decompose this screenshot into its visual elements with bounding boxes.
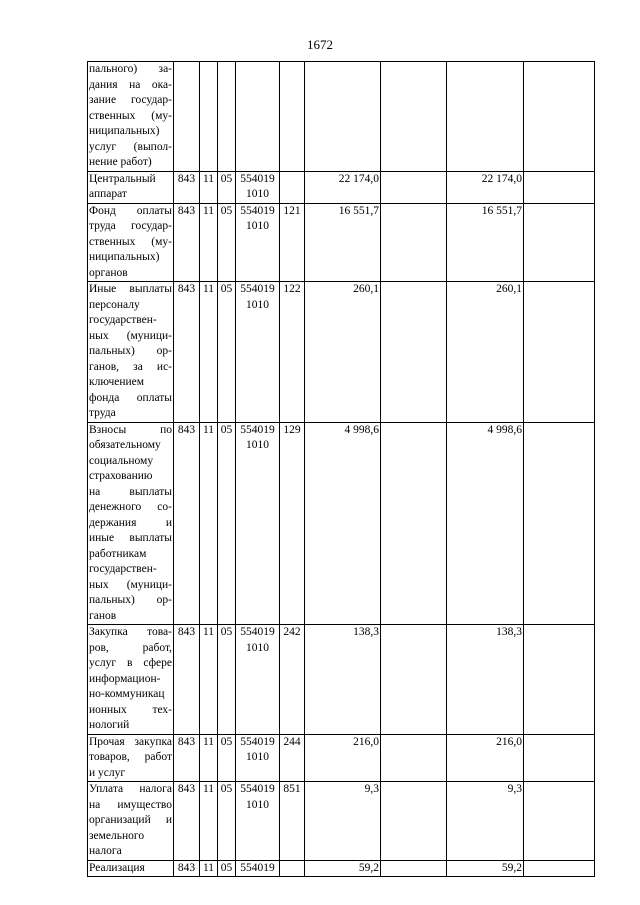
table-body <box>88 62 595 877</box>
name-line: ров, работ, <box>89 641 172 654</box>
cell-sum4 <box>524 782 595 861</box>
cell-rz: 11 <box>200 171 218 203</box>
cell-sum3: 16 551,7 <box>447 203 524 282</box>
cell-pr: 05 <box>218 860 236 877</box>
name-line: Фонд оплаты <box>89 204 172 217</box>
cell-vr <box>280 171 305 203</box>
cell-sum3: 4 998,6 <box>447 422 524 625</box>
cell-csr <box>236 860 280 877</box>
name-line: Уплата налога <box>89 783 172 795</box>
cell-ved: 843 <box>174 422 200 625</box>
cell-pr: 05 <box>218 734 236 782</box>
cell-sum1: 216,0 <box>305 734 381 782</box>
name-line: обязательному <box>89 439 161 451</box>
name-line: но-коммуникац <box>89 688 165 700</box>
cell-rz: 11 <box>200 734 218 782</box>
name-line: страхованию <box>89 470 153 482</box>
cell-pr <box>218 62 236 172</box>
name-line: труда <box>89 407 116 419</box>
cell-sum4 <box>524 203 595 282</box>
csr-line: 554019 <box>240 283 275 295</box>
cell-ved: 843 <box>174 282 200 423</box>
name-line: аппарат <box>89 188 127 200</box>
name-line: нение работ) <box>89 156 152 168</box>
cell-sum4 <box>524 422 595 625</box>
name-line: ключением <box>89 376 145 388</box>
name-line: денежного со- <box>89 501 172 513</box>
name-line: земельного <box>89 829 145 842</box>
cell-rz: 11 <box>200 203 218 282</box>
cell-vr: 242 <box>280 625 305 735</box>
cell-name <box>88 422 174 625</box>
cell-name <box>88 203 174 282</box>
name-line: ниципальных) <box>89 125 160 137</box>
cell-name <box>88 734 174 782</box>
cell-rz: 11 <box>200 782 218 861</box>
cell-sum1: 260,1 <box>305 282 381 423</box>
cell-sum3: 22 174,0 <box>447 171 524 203</box>
name-line: ганов, за ис- <box>89 360 172 373</box>
cell-rz: 11 <box>200 282 218 423</box>
cell-sum1: 59,2 <box>305 860 381 877</box>
cell-vr: 121 <box>280 203 305 282</box>
csr-line: 1010 <box>246 439 269 451</box>
cell-csr <box>236 282 280 423</box>
cell-rz: 11 <box>200 625 218 735</box>
cell-sum3 <box>447 62 524 172</box>
name-line: держания и <box>89 516 172 529</box>
name-line: пальных) ор- <box>89 594 172 606</box>
cell-rz: 11 <box>200 422 218 625</box>
cell-pr: 05 <box>218 203 236 282</box>
table-row <box>88 782 595 861</box>
name-line: государствен- <box>89 563 157 575</box>
name-line: услуг (выпол- <box>89 140 172 153</box>
cell-sum2 <box>381 282 447 423</box>
cell-sum4 <box>524 734 595 782</box>
name-line: нологий <box>89 719 130 731</box>
cell-sum2 <box>381 203 447 282</box>
cell-rz <box>200 62 218 172</box>
csr-line: 1010 <box>246 641 269 654</box>
cell-sum2 <box>381 62 447 172</box>
cell-sum3: 9,3 <box>447 782 524 861</box>
csr-line: 554019 <box>240 735 275 748</box>
cell-name <box>88 625 174 735</box>
name-line: работникам <box>89 547 147 560</box>
csr-line: 1010 <box>246 798 269 811</box>
cell-sum1: 22 174,0 <box>305 171 381 203</box>
cell-ved: 843 <box>174 625 200 735</box>
cell-sum3: 216,0 <box>447 734 524 782</box>
cell-sum4 <box>524 62 595 172</box>
cell-csr <box>236 625 280 735</box>
name-line: на выплаты <box>89 485 172 498</box>
cell-sum4 <box>524 282 595 423</box>
table-row <box>88 282 595 423</box>
cell-name <box>88 171 174 203</box>
table-row <box>88 171 595 203</box>
name-line: услуг в сфере <box>89 657 172 669</box>
name-line: Закупка това- <box>89 626 172 638</box>
cell-sum2 <box>381 625 447 735</box>
cell-pr: 05 <box>218 171 236 203</box>
cell-sum3: 138,3 <box>447 625 524 735</box>
cell-name <box>88 782 174 861</box>
cell-vr: 122 <box>280 282 305 423</box>
table-row <box>88 625 595 735</box>
table-row <box>88 203 595 282</box>
cell-csr <box>236 203 280 282</box>
cell-sum1: 138,3 <box>305 625 381 735</box>
cell-pr: 05 <box>218 282 236 423</box>
cell-sum2 <box>381 782 447 861</box>
name-line: Центральный <box>89 172 156 185</box>
name-line: пального) за- <box>89 63 172 75</box>
cell-csr <box>236 422 280 625</box>
name-line: зание государ- <box>89 94 172 106</box>
name-line: организаций и <box>89 814 172 826</box>
name-line: социальному <box>89 454 154 467</box>
cell-sum2 <box>381 422 447 625</box>
name-line: Прочая закупка <box>89 735 172 748</box>
cell-sum2 <box>381 860 447 877</box>
name-line: фонда оплаты <box>89 391 172 404</box>
name-line: ственных (му- <box>89 109 172 122</box>
name-line: на имущество <box>89 798 172 811</box>
name-line: Иные выплаты <box>89 283 172 295</box>
csr-line: 1010 <box>246 220 269 232</box>
cell-vr: 244 <box>280 734 305 782</box>
name-line: информацион- <box>89 672 161 685</box>
csr-line: 554019 <box>240 423 275 436</box>
page-number: 1672 <box>307 37 333 52</box>
cell-csr <box>236 171 280 203</box>
cell-rz: 11 <box>200 860 218 877</box>
table-row <box>88 734 595 782</box>
cell-vr <box>280 62 305 172</box>
name-line: налога <box>89 845 122 857</box>
cell-name <box>88 860 174 877</box>
name-line: Взносы по <box>89 423 172 436</box>
name-line: ионных тех- <box>89 703 172 716</box>
name-line: ных (муници- <box>89 578 172 591</box>
table-row <box>88 860 595 877</box>
name-line: иные выплаты <box>89 532 172 544</box>
cell-csr <box>236 62 280 172</box>
name-line: труда государ- <box>89 220 172 232</box>
cell-ved: 843 <box>174 171 200 203</box>
cell-sum4 <box>524 860 595 877</box>
cell-vr: 129 <box>280 422 305 625</box>
cell-ved: 843 <box>174 203 200 282</box>
cell-sum3: 260,1 <box>447 282 524 423</box>
table-row <box>88 422 595 625</box>
cell-sum2 <box>381 171 447 203</box>
cell-pr: 05 <box>218 782 236 861</box>
csr-line: 1010 <box>246 188 269 200</box>
name-line: персоналу <box>89 298 140 311</box>
cell-sum4 <box>524 171 595 203</box>
name-line: и услуг <box>89 766 126 779</box>
cell-ved <box>174 62 200 172</box>
name-line: государствен- <box>89 314 157 326</box>
cell-ved: 843 <box>174 734 200 782</box>
cell-sum1: 16 551,7 <box>305 203 381 282</box>
cell-sum1: 4 998,6 <box>305 422 381 625</box>
csr-line: 554019 <box>240 861 275 874</box>
name-line: дания на ока- <box>89 78 172 91</box>
cell-vr: 851 <box>280 782 305 861</box>
cell-sum4 <box>524 625 595 735</box>
cell-csr <box>236 782 280 861</box>
name-line: органов <box>89 266 128 279</box>
csr-line: 1010 <box>246 298 269 311</box>
csr-line: 554019 <box>240 626 275 638</box>
cell-sum1 <box>305 62 381 172</box>
cell-sum3: 59,2 <box>447 860 524 877</box>
name-line: ственных (му- <box>89 235 172 248</box>
name-line: ганов <box>89 609 117 622</box>
cell-sum1: 9,3 <box>305 782 381 861</box>
cell-name <box>88 282 174 423</box>
name-line: Реализация <box>89 861 145 874</box>
csr-line: 554019 <box>240 783 275 795</box>
name-line: ных (муници- <box>89 329 172 342</box>
cell-csr <box>236 734 280 782</box>
budget-table <box>87 61 595 877</box>
cell-ved: 843 <box>174 860 200 877</box>
cell-name <box>88 62 174 172</box>
cell-pr: 05 <box>218 625 236 735</box>
cell-vr <box>280 860 305 877</box>
table-row <box>88 62 595 172</box>
cell-ved: 843 <box>174 782 200 861</box>
cell-sum2 <box>381 734 447 782</box>
csr-line: 554019 <box>240 204 275 217</box>
csr-line: 1010 <box>246 751 269 763</box>
csr-line: 554019 <box>240 172 275 185</box>
name-line: товаров, работ <box>89 751 172 763</box>
cell-pr: 05 <box>218 422 236 625</box>
name-line: пальных) ор- <box>89 345 172 357</box>
name-line: ниципальных) <box>89 251 160 263</box>
